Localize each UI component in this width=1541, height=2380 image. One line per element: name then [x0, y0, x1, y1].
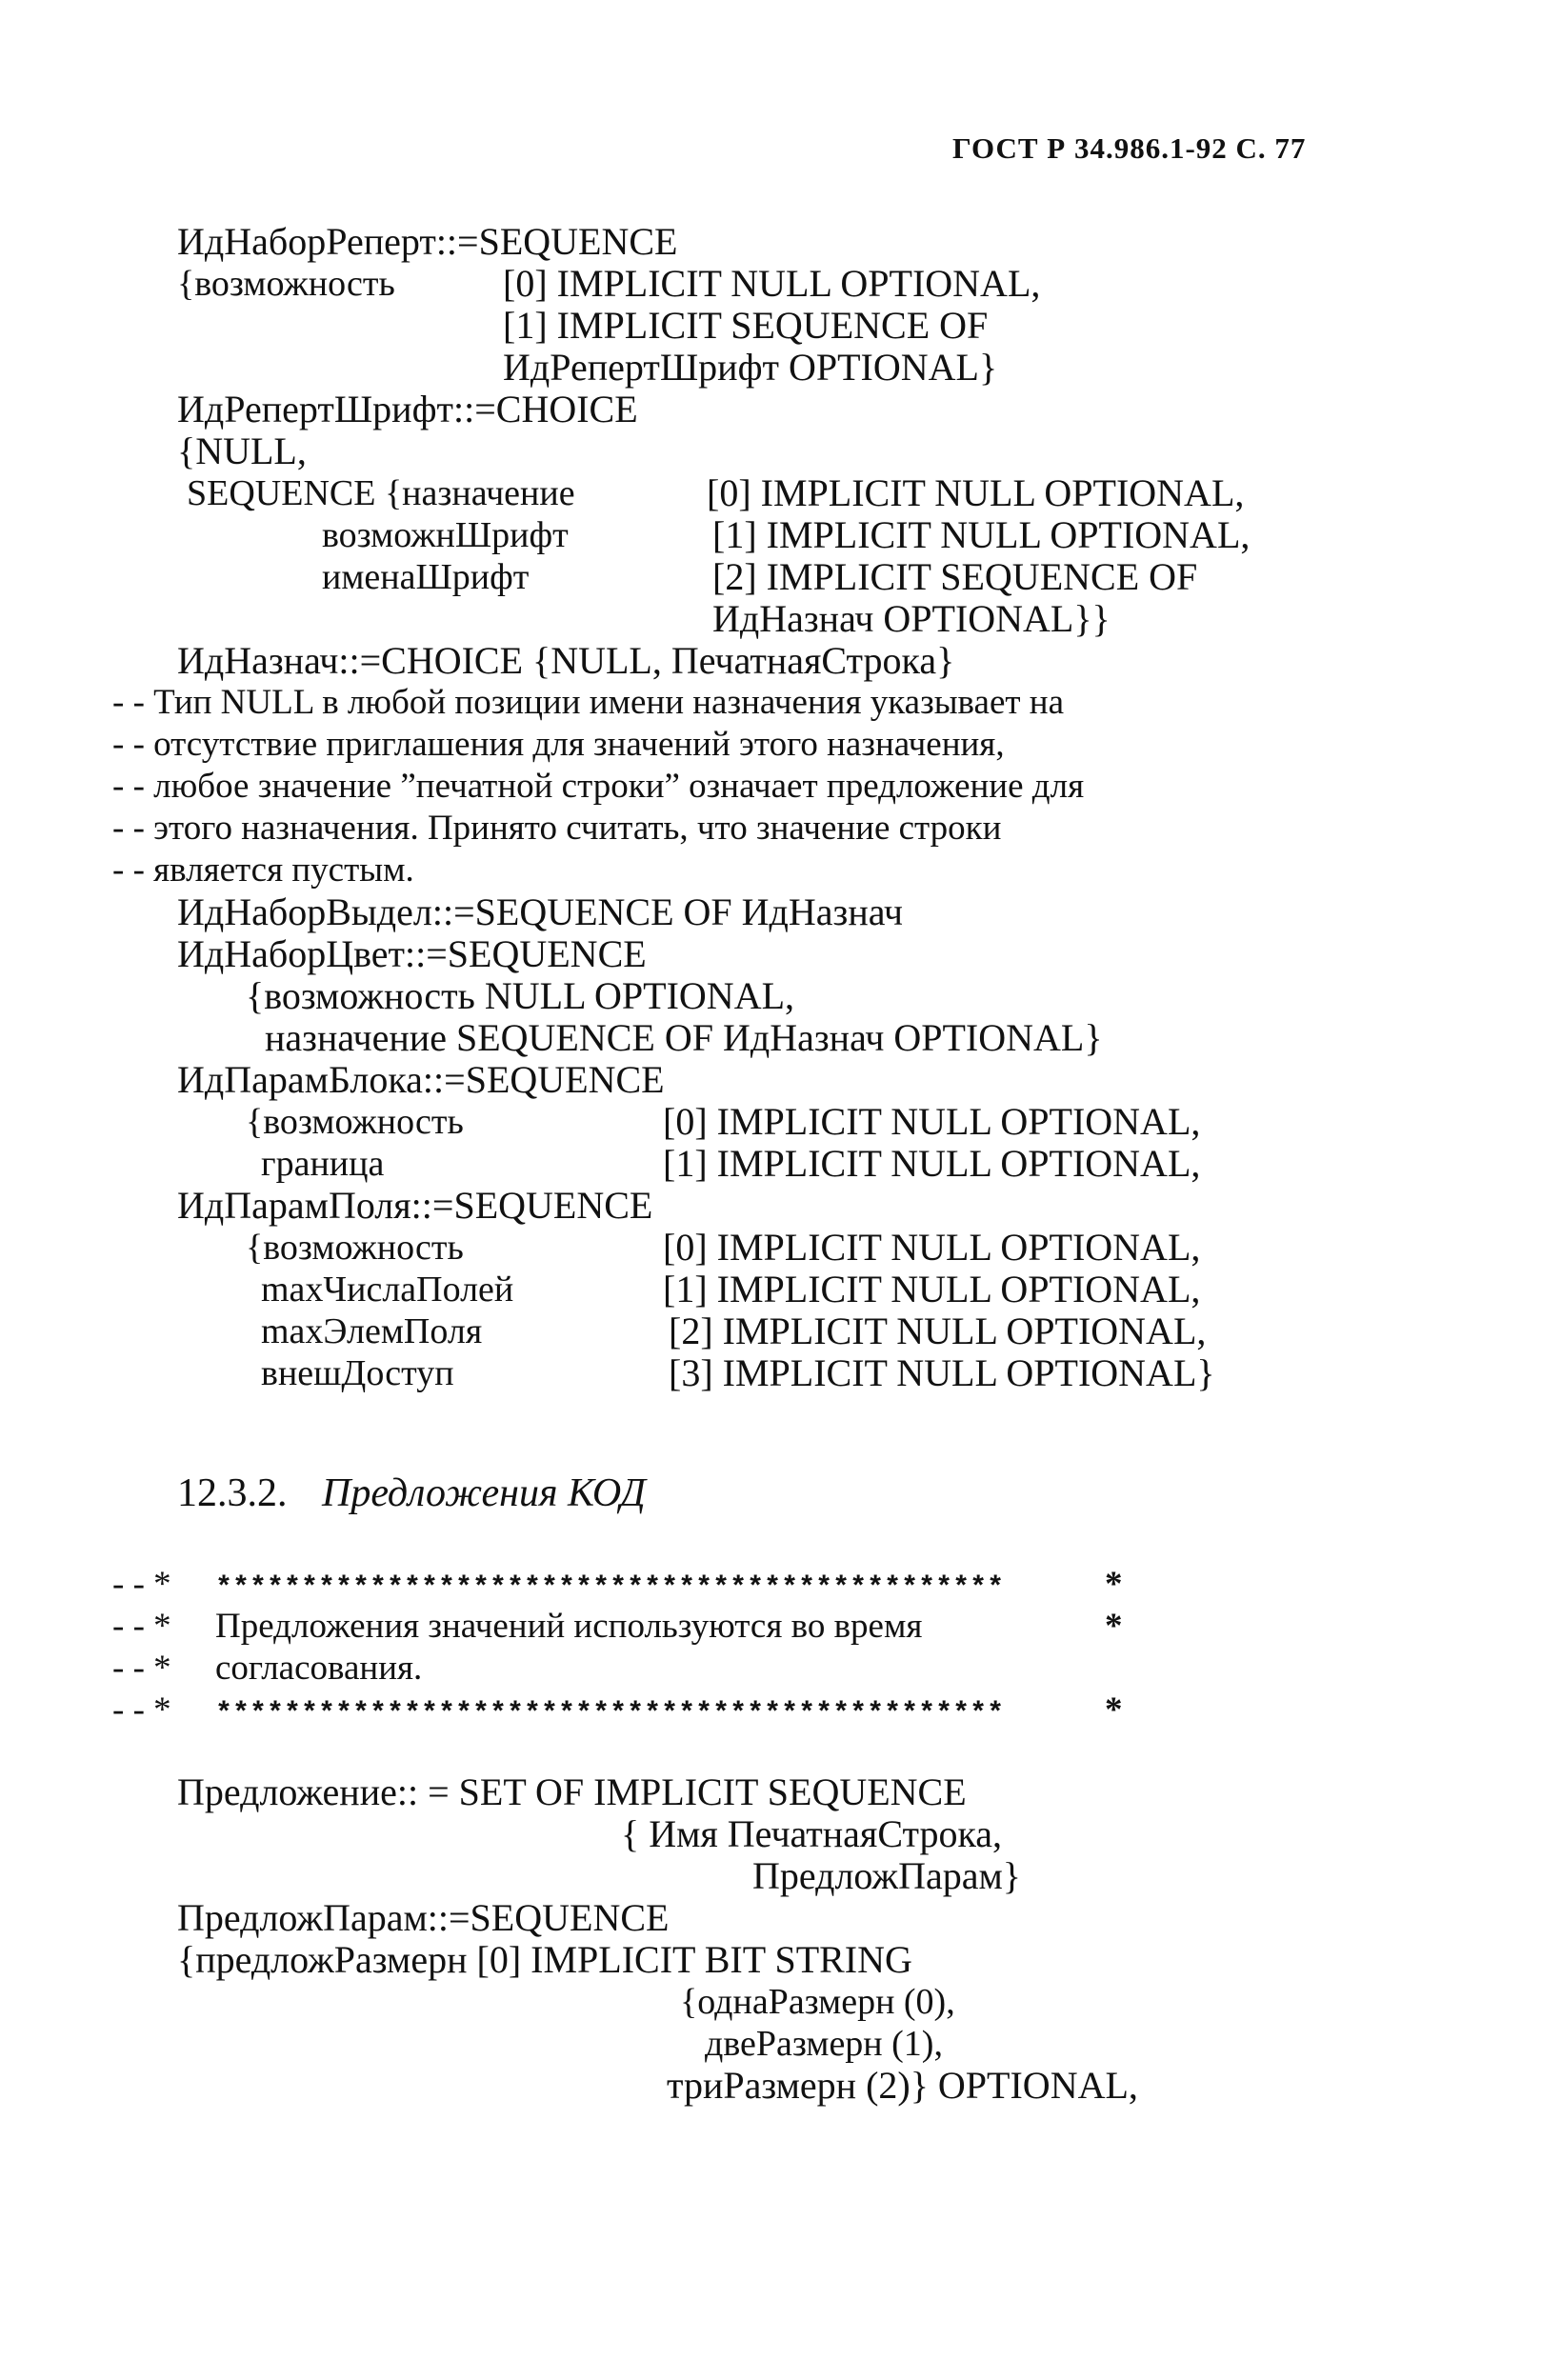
- code-line: граница: [261, 1144, 385, 1184]
- comment-prefix: - - *: [112, 1565, 171, 1604]
- code-line: ИдРепертШрифт OPTIONAL}: [503, 346, 998, 389]
- comment-prefix: - - *: [112, 1690, 171, 1730]
- comment-line: Предложения значений используются во время: [215, 1607, 923, 1646]
- section-title: Предложения КОД: [322, 1471, 646, 1515]
- comment-line: - - отсутствие приглашения для значений этого назначения,: [112, 725, 1005, 764]
- comment-prefix: - - *: [112, 1649, 171, 1688]
- code-line: двеРазмерн (1),: [705, 2024, 943, 2064]
- code-line: ПредложПарам}: [752, 1854, 1021, 1897]
- comment-line: - - Тип NULL в любой позиции имени назначения указывает на: [112, 683, 1065, 722]
- code-line: ИдНаборВыдел::=SEQUENCE OF ИдНазнач: [177, 890, 904, 933]
- comment-line: - - является пустым.: [112, 850, 414, 890]
- asterisk-rule: **********************************************: [215, 1572, 1005, 1605]
- code-line: внешДоступ: [261, 1353, 454, 1393]
- code-line: [1] IMPLICIT NULL OPTIONAL,: [663, 1142, 1201, 1185]
- code-line: [1] IMPLICIT SEQUENCE OF: [503, 304, 989, 347]
- comment-line: - - этого назначения. Принято считать, что значение строки: [112, 809, 1002, 848]
- code-line: {возможность: [177, 264, 395, 304]
- code-line: ИдНазнач OPTIONAL}}: [712, 597, 1111, 640]
- code-line: [3] IMPLICIT NULL OPTIONAL}: [669, 1351, 1215, 1394]
- code-line: [1] IMPLICIT NULL OPTIONAL,: [663, 1268, 1201, 1310]
- code-line: ИдПарамПоля::=SEQUENCE: [177, 1184, 653, 1227]
- code-line: {предложРазмерн [0] IMPLICIT BIT STRING: [177, 1938, 912, 1981]
- code-line: {NULL,: [177, 430, 307, 472]
- code-line: {возможность: [246, 1228, 464, 1268]
- code-line: [0] IMPLICIT NULL OPTIONAL,: [503, 262, 1041, 305]
- code-line: триРазмерн (2)} OPTIONAL,: [667, 2064, 1138, 2107]
- code-line: SEQUENCE {назначение: [187, 473, 575, 513]
- code-line: ПредложПарам::=SEQUENCE: [177, 1896, 670, 1939]
- code-line: { Имя ПечатнаяСтрока,: [621, 1812, 1003, 1855]
- code-line: именаШрифт: [322, 557, 530, 597]
- code-line: ИдНаборЦвет::=SEQUENCE: [177, 932, 647, 975]
- code-line: maxЧислаПолей: [261, 1270, 514, 1310]
- code-line: [2] IMPLICIT SEQUENCE OF: [712, 555, 1198, 598]
- code-line: ИдРепертШрифт::=CHOICE: [177, 388, 638, 430]
- code-line: [0] IMPLICIT NULL OPTIONAL,: [663, 1226, 1201, 1269]
- comment-suffix: *: [1105, 1607, 1123, 1646]
- code-line: maxЭлемПоля: [261, 1311, 483, 1351]
- code-line: [0] IMPLICIT NULL OPTIONAL,: [707, 471, 1245, 514]
- code-line: {возможность: [246, 1102, 464, 1142]
- code-line: [1] IMPLICIT NULL OPTIONAL,: [712, 513, 1251, 556]
- comment-line: согласования.: [215, 1649, 423, 1688]
- comment-suffix: *: [1105, 1565, 1123, 1604]
- code-line: [2] IMPLICIT NULL OPTIONAL,: [669, 1310, 1207, 1352]
- comment-line: - - любое значение ”печатной строки” означает предложение для: [112, 767, 1085, 806]
- code-line: назначение SEQUENCE OF ИдНазнач OPTIONAL}: [265, 1016, 1103, 1059]
- code-line: [0] IMPLICIT NULL OPTIONAL,: [663, 1100, 1201, 1143]
- page-header: ГОСТ Р 34.986.1-92 С. 77: [952, 131, 1307, 165]
- code-line: возможнШрифт: [322, 515, 569, 555]
- code-line: {возможность NULL OPTIONAL,: [246, 974, 795, 1017]
- code-line: ИдНаборРеперт::=SEQUENCE: [177, 220, 678, 263]
- code-line: Предложение:: = SET OF IMPLICIT SEQUENCE: [177, 1770, 967, 1813]
- comment-prefix: - - *: [112, 1607, 171, 1646]
- code-line: ИдНазнач::=CHOICE {NULL, ПечатнаяСтрока}: [177, 639, 955, 682]
- asterisk-rule: **********************************************: [215, 1698, 1005, 1730]
- code-line: ИдПарамБлока::=SEQUENCE: [177, 1058, 665, 1101]
- comment-suffix: *: [1105, 1690, 1123, 1730]
- code-line: {однаРазмерн (0),: [680, 1982, 955, 2022]
- section-number: 12.3.2.: [177, 1471, 288, 1515]
